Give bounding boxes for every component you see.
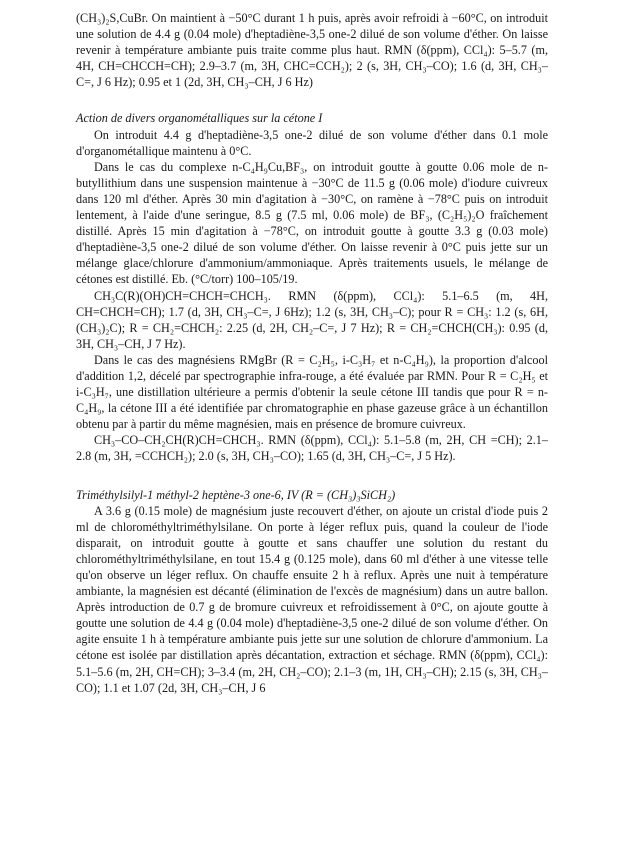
paragraph: Dans le cas du complexe n-C₄H₉Cu,BF₃, on introduit goutte à goutte 0.06 mole de n-butyllithium dans une suspension maintenue à −30°C de 11.5 g (0.06 mole) d'iodure cuivreux dans 120 ml d'éther. Après 30 min d'agitation à −30°C, on ramène à −78°C puis on introduit lentement, à l'aide d'une seringue, 8.5 g (7.5 ml, 0.06 mole) de BF₃, (C₂H₅)₂O fraîchement distillé. Après 15 min d'agitation à −78°C, on introduit goutte à goutte 3.3 g (0.03 mole) d'heptadiène-3,5 one-2 dilué de son volume d'éther. On laisse revenir à 0°C puis jette sur un mélange glace/chlorure d'ammonium/ammoniaque. Après traitements usuels, le mélange de cétones est distillé. Eb. (°C/torr) 100–105/19. [76, 159, 548, 287]
document-page [76, 10, 548, 696]
paragraph: On introduit 4.4 g d'heptadiène-3,5 one-2 dilué de son volume d'éther dans 0.1 mole d'organométallique maintenu à 0°C. [76, 127, 548, 158]
spacer [76, 90, 548, 110]
nmr-data-paragraph: CH₃C(R)(OH)CH=CHCH=CHCH₃. RMN (δ(ppm), CCl₄): 5.1–6.5 (m, 4H, CH=CHCH=CH); 1.7 (d, 3H, CH₃–C=, J 6Hz); 1.2 (s, 3H, CH₃–C); pour R = CH₃: 1.2 (s, 6H, (CH₃)₂C); R = CH₂=CHCH₂: 2.25 (d, 2H, CH₂–C=, J 7 Hz); R = CH₂=CHCH(CH₃): 0.95 (d, 3H, CH₃–CH, J 7 Hz). [76, 288, 548, 351]
section-heading-organometalliques: Action de divers organométalliques sur la cétone I [76, 111, 323, 126]
continuation-paragraph: (CH₃)₂S,CuBr. On maintient à −50°C durant 1 h puis, après avoir refroidi à −60°C, on introduit une solution de 4.4 g (0.04 mole) d'heptadiène-3,5 one-2 dilué de son volume d'éther. On laisse revenir à température ambiante puis traite comme plus haut. RMN (δ(ppm), CCl₄): 5–5.7 (m, 4H, CH=CHCCH=CH); 2.9–3.7 (m, 3H, CHC=CCH₂); 2 (s, 3H, CH₃–CO); 1.6 (d, 3H, CH₃–C=, J 6 Hz); 0.95 et 1 (2d, 3H, CH₃–CH, J 6 Hz) [76, 11, 548, 90]
nmr-data-paragraph: CH₃–CO–CH₂CH(R)CH=CHCH₃. RMN (δ(ppm), CCl₄): 5.1–5.8 (m, 2H, CH =CH); 2.1–2.8 (m, 3H, =CCHCH₂); 2.0 (s, 3H, CH₃–CO); 1.65 (d, 3H, CH₃–C=, J 5 Hz). [76, 433, 548, 464]
section-heading-trimethylsilyl: Triméthylsilyl-1 méthyl-2 heptène-3 one-6, IV (R = (CH₃)₃SiCH₂) [76, 487, 396, 502]
paragraph: Dans le cas des magnésiens RMgBr (R = C₂H₅, i-C₃H₇ et n-C₄H₉), la proportion d'alcool d'addition 1,2, décelé par spectrographie infra-rouge, a été évaluée par RMN. Pour R = C₂H₅ et i-C₃H₇, une distillation ultérieure a permis d'obtenir la seule cétone III tandis que pour R = n-C₄H₉, la cétone III a été identifiée par chromatographie en phase gazeuse grâce à un échantillon obtenu par à partir du même magnésien, mais en présence de bromure cuivreux. [76, 352, 548, 432]
spacer [76, 465, 548, 487]
paragraph: A 3.6 g (0.15 mole) de magnésium juste recouvert d'éther, on ajoute un cristal d'iode puis 2 ml de chlorométhyltriméthylsilane. On porte à léger reflux puis, quand la couleur de l'iode disparait, on introduit goutte à goutte et sans chauffer une solution du restant du chlorométhyltriméthylsilane, en tout 15.4 g (0.125 mole), dans 60 ml d'éther à une vitesse telle qu'on observe un léger reflux. On chauffe ensuite 2 h à reflux. Après une nuit à température ambiante, la magnésien est décanté (élimination de l'excès de magnésium) dans un autre ballon. Après introduction de 0.7 g de bromure cuivreux et refroidissement à 0°C, on ajoute goutte à goutte une solution de 4.4 g (0.04 mole) d'heptadiène-3,5 one-2 dilué de son volume d'éther. On agite ensuite 1 h à température ambiante puis jette sur une solution de chlorure d'ammonium. La cétone est isolée par distillation après décantation, extraction et séchage. RMN (δ(ppm), CCl₄): 5.1–5.6 (m, 2H, CH=CH); 3–3.4 (m, 2H, CH₂–CO); 2.1–3 (m, 1H, CH₃–CH); 2.15 (s, 3H, CH₃–CO); 1.1 et 1.07 (2d, 3H, CH₃–CH, J 6 [76, 503, 548, 695]
